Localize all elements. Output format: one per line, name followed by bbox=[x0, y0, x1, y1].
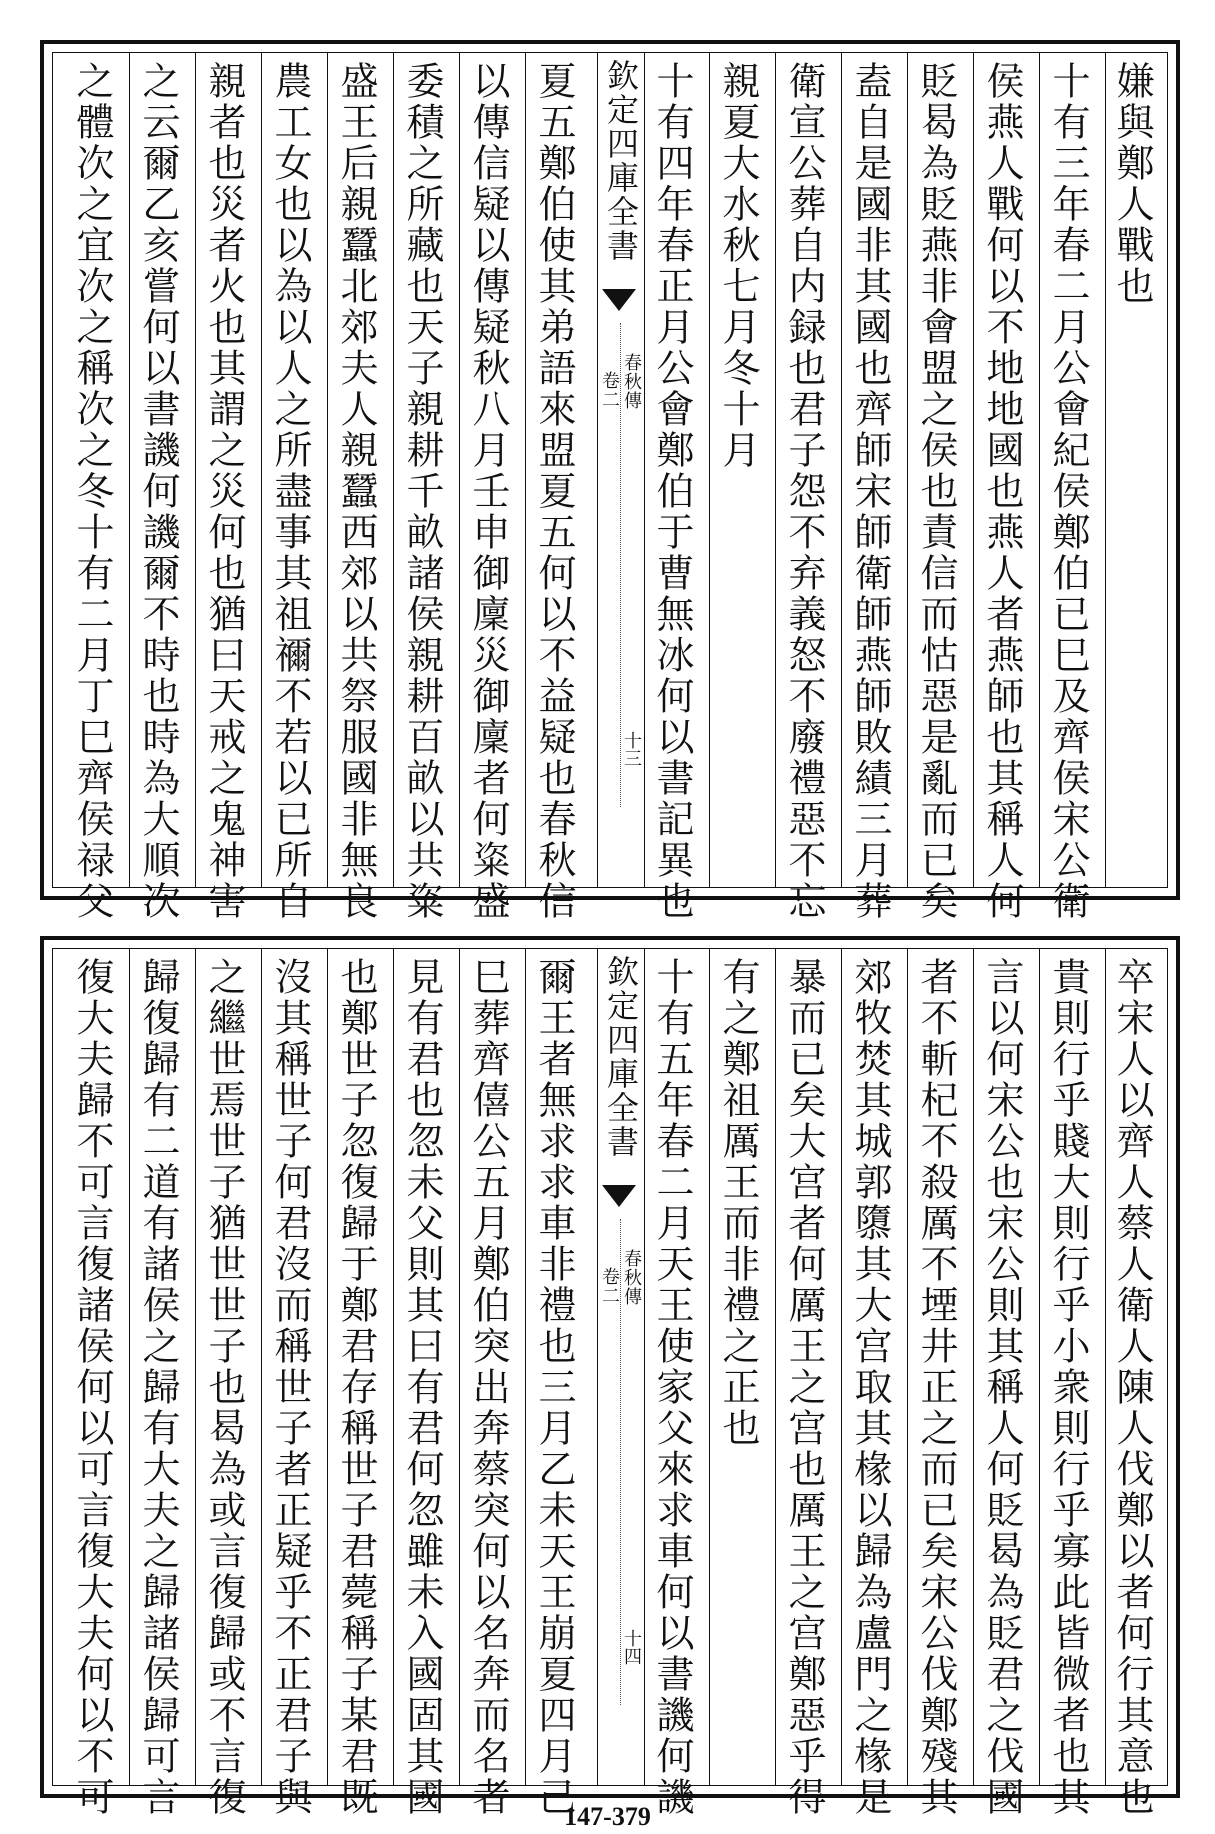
text-column: 親夏大水秋七月冬十月 bbox=[716, 61, 760, 471]
column-rule bbox=[129, 949, 130, 1785]
column-rule bbox=[775, 949, 776, 1785]
text-column: 委積之所藏也天子親耕千畝諸侯親耕百畝以共粢 bbox=[400, 61, 444, 922]
text-column: 沒其稱世子何君沒而稱世子者正疑乎不正君子與 bbox=[268, 957, 312, 1818]
center-margin bbox=[597, 53, 645, 887]
text-column: 侯燕人戰何以不地地國也燕人者燕師也其稱人何 bbox=[980, 61, 1024, 922]
top-page-frame bbox=[52, 52, 1168, 922]
text-column: 十有四年春正月公會鄭伯于曹無冰何以書記異也 bbox=[650, 61, 694, 922]
column-rule bbox=[973, 949, 974, 1785]
text-column: 有之鄭祖厲王而非禮之正也 bbox=[716, 957, 760, 1449]
column-rule bbox=[195, 53, 196, 887]
text-column: 之云爾乙亥嘗何以書譏何譏爾不時也時為大順次 bbox=[136, 61, 180, 922]
column-rule bbox=[841, 949, 842, 1785]
column-rule bbox=[327, 53, 328, 887]
column-rule bbox=[261, 949, 262, 1785]
column-rule bbox=[907, 53, 908, 887]
column-rule bbox=[393, 53, 394, 887]
text-column: 郊牧焚其城郭隳其大宫取其椽以歸為盧門之椽是 bbox=[848, 957, 892, 1818]
text-column: 十有五年春二月天王使家父來求車何以書譏何譏 bbox=[650, 957, 694, 1818]
column-rule bbox=[459, 949, 460, 1785]
text-column: 以傳信疑以傳疑秋八月壬申御廩災御廩者何粢盛 bbox=[466, 61, 510, 922]
volume-label: 卷二 bbox=[599, 1267, 620, 1305]
text-column: 之繼世焉世子猶世世子也曷為或言復歸或不言復 bbox=[202, 957, 246, 1818]
text-column: 盍自是國非其國也齊師宋師衛師燕師敗績三月葬 bbox=[848, 61, 892, 922]
column-rule bbox=[129, 53, 130, 887]
page-footer-label: 147-379 bbox=[564, 1802, 651, 1831]
book-title: 欽定四庫全書 bbox=[602, 955, 640, 1159]
column-rule bbox=[973, 53, 974, 887]
column-rule bbox=[261, 53, 262, 887]
text-column: 之體次之宜次之稱次之冬十有二月丁巳齊侯禄父 bbox=[70, 61, 114, 922]
text-column: 暴而已矣大宫者何厲王之宫也厲王之宫鄭惡乎得 bbox=[782, 957, 826, 1818]
volume-label: 卷二 bbox=[599, 371, 620, 409]
column-rule bbox=[525, 949, 526, 1785]
chapter-label bbox=[621, 1249, 642, 1306]
column-rule bbox=[907, 949, 908, 1785]
column-rule bbox=[327, 949, 328, 1785]
text-column: 見有君也忽未父則其曰有君何忽雖未入國固其國 bbox=[400, 957, 444, 1818]
text-column: 爾王者無求求車非禮也三月乙未天王崩夏四月己 bbox=[532, 957, 576, 1818]
column-rule bbox=[1105, 53, 1106, 887]
column-rule bbox=[525, 53, 526, 887]
text-column: 農工女也以為以人之所盡事其祖禰不若以已所自 bbox=[268, 61, 312, 922]
text-column: 復大夫歸不可言復諸侯何以可言復大夫何以不可 bbox=[70, 957, 114, 1818]
book-name: 春秋傳 bbox=[621, 353, 642, 410]
column-rule bbox=[393, 949, 394, 1785]
column-rule bbox=[841, 53, 842, 887]
text-column: 衛宣公葬自内録也君子怨不弃義怒不廢禮惡不忘 bbox=[782, 61, 826, 922]
center-margin bbox=[597, 949, 645, 1785]
text-column: 歸復歸有二道有諸侯之歸有大夫之歸諸侯歸可言 bbox=[136, 957, 180, 1818]
column-rule bbox=[195, 949, 196, 1785]
book-title: 欽定四庫全書 bbox=[602, 59, 640, 263]
fishtail-mark bbox=[602, 1185, 636, 1207]
text-column: 嫌與鄭人戰也 bbox=[1110, 61, 1154, 307]
top-page bbox=[40, 40, 1180, 922]
column-rule bbox=[709, 53, 710, 887]
text-column: 盛王后親蠶北郊夫人親蠶西郊以共祭服國非無良 bbox=[334, 61, 378, 922]
column-rule bbox=[1039, 949, 1040, 1785]
column-rule bbox=[1039, 53, 1040, 887]
text-column: 貴則行乎賤大則行乎小衆則行乎寡此皆微者也其 bbox=[1046, 957, 1090, 1818]
text-column: 者不斬杞不殺厲不堙井正之而已矣宋公伐鄭殘其 bbox=[914, 957, 958, 1818]
text-column: 也鄭世子忽復歸于鄭君存稱世子君薨稱子某君既 bbox=[334, 957, 378, 1818]
page-number: 十四 bbox=[621, 1629, 642, 1665]
text-column: 貶曷為貶燕非會盟之侯也責信而怙惡是亂而已矣 bbox=[914, 61, 958, 922]
column-rule bbox=[775, 53, 776, 887]
column-rule bbox=[1105, 949, 1106, 1785]
column-rule bbox=[459, 53, 460, 887]
column-rule bbox=[709, 949, 710, 1785]
text-column: 卒宋人以齊人蔡人衛人陳人伐鄭以者何行其意也 bbox=[1110, 957, 1154, 1818]
text-column: 言以何宋公也宋公則其稱人何貶曷為貶君之伐國 bbox=[980, 957, 1024, 1818]
text-column: 十有三年春二月公會紀侯鄭伯已巳及齊侯宋公衛 bbox=[1046, 61, 1090, 922]
book-name: 春秋傳 bbox=[621, 1249, 642, 1306]
text-column: 親者也災者火也其謂之災何也猶曰天戒之鬼神害 bbox=[202, 61, 246, 922]
chapter-label bbox=[621, 353, 642, 410]
text-column: 巳葬齊僖公五月鄭伯突出奔蔡突何以名奔而名者 bbox=[466, 957, 510, 1818]
page-number: 十三 bbox=[621, 731, 642, 767]
text-column: 夏五鄭伯使其弟語來盟夏五何以不益疑也春秋信 bbox=[532, 61, 576, 922]
fishtail-mark bbox=[602, 289, 636, 311]
